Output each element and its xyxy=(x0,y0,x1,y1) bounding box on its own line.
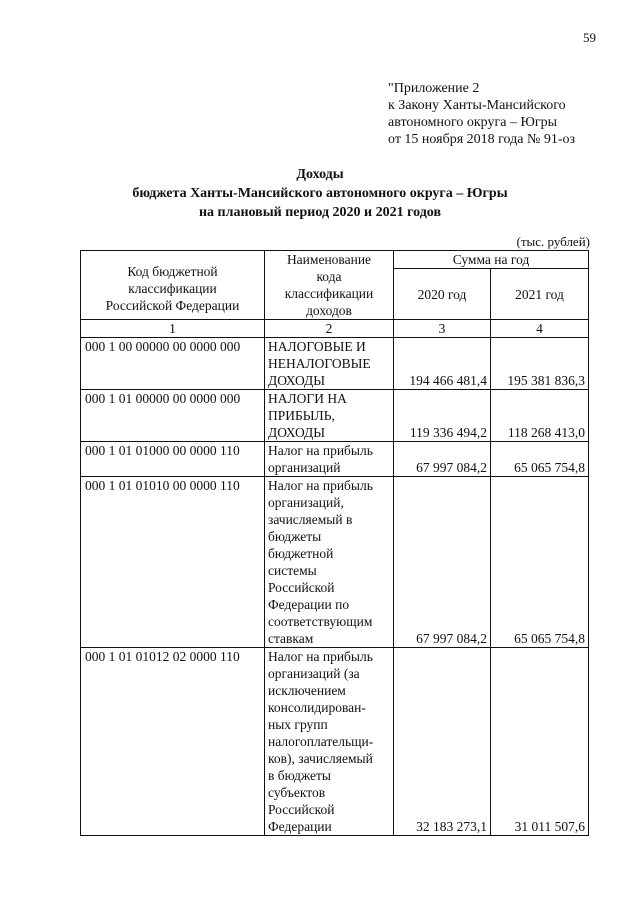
row-name-line: бюджеты xyxy=(268,529,322,544)
table-row xyxy=(81,390,589,442)
appendix-line: к Закону Ханты-Мансийского xyxy=(388,98,566,113)
table-row xyxy=(81,648,589,836)
row-name-line: НАЛОГОВЫЕ И xyxy=(268,339,366,354)
row-value-2021: 195 381 836,3 xyxy=(491,338,589,390)
appendix-line: "Приложение 2 xyxy=(388,81,480,96)
title-line: на плановый период 2020 и 2021 годов xyxy=(198,205,442,220)
row-name-line: консолидирован- xyxy=(268,700,366,715)
header-name xyxy=(265,251,394,320)
header-code-line: Код бюджетной xyxy=(127,263,218,279)
row-value-2020: 119 336 494,2 xyxy=(394,390,491,442)
row-name-line: бюджетной xyxy=(268,546,334,561)
row-name-line: Федерации по xyxy=(268,597,350,612)
row-name-line: НАЛОГИ НА xyxy=(268,391,347,406)
row-name-line: ДОХОДЫ xyxy=(268,425,326,440)
table-body xyxy=(81,338,589,836)
row-name-line: в бюджеты xyxy=(268,768,331,783)
table-row xyxy=(81,442,589,477)
table-header-row xyxy=(81,251,589,269)
units-label: (тыс. рублей) xyxy=(516,234,590,249)
header-code-line: Российской Федерации xyxy=(105,297,240,313)
row-name xyxy=(265,648,394,836)
row-value-2021: 65 065 754,8 xyxy=(491,477,589,648)
header-name-line: классификации xyxy=(284,286,374,301)
row-code: 000 1 00 00000 00 0000 000 xyxy=(81,338,265,390)
revenue-table xyxy=(80,250,589,836)
row-name-line: организаций (за xyxy=(268,666,360,681)
row-value-2021: 118 268 413,0 xyxy=(491,390,589,442)
appendix-line: автономного округа – Югры xyxy=(388,115,557,130)
header-year-2021: 2021 год xyxy=(491,269,589,320)
row-name-line: Налог на прибыль xyxy=(268,478,373,493)
header-sum: Сумма на год xyxy=(394,251,589,269)
document-title xyxy=(0,165,640,222)
row-name-line: соответствующим xyxy=(268,614,373,629)
row-name-line: ДОХОДЫ xyxy=(268,373,326,388)
page-number: 59 xyxy=(583,30,596,45)
column-number-row xyxy=(81,320,589,338)
row-code: 000 1 01 01012 02 0000 110 xyxy=(81,648,265,836)
row-value-2020: 194 466 481,4 xyxy=(394,338,491,390)
column-number: 3 xyxy=(394,320,491,338)
row-name-line: налогоплательщи- xyxy=(268,734,374,749)
row-name-line: Российской xyxy=(268,580,335,595)
row-name-line: субъектов xyxy=(268,785,326,800)
row-value-2021: 65 065 754,8 xyxy=(491,442,589,477)
row-name-line: исключением xyxy=(268,683,346,698)
row-value-2021: 31 011 507,6 xyxy=(491,648,589,836)
header-year-2020: 2020 год xyxy=(394,269,491,320)
header-name-line: кода xyxy=(316,269,342,284)
table-row xyxy=(81,477,589,648)
row-name-line: ных групп xyxy=(268,717,328,732)
row-name-line: ков), зачисляемый xyxy=(268,751,373,766)
row-code: 000 1 01 01000 00 0000 110 xyxy=(81,442,265,477)
row-value-2020: 67 997 084,2 xyxy=(394,442,491,477)
table-row xyxy=(81,338,589,390)
row-name-line: ПРИБЫЛЬ, xyxy=(268,408,335,423)
appendix-note xyxy=(388,80,575,148)
header-code-line: классификации xyxy=(128,280,217,296)
title-line: бюджета Ханты-Мансийского автономного округа – Югры xyxy=(132,186,508,201)
title-line: Доходы xyxy=(296,167,344,182)
appendix-line: от 15 ноября 2018 года № 91-оз xyxy=(388,132,576,147)
row-value-2020: 67 997 084,2 xyxy=(394,477,491,648)
row-name-line: зачисляемый в xyxy=(268,512,353,527)
row-name xyxy=(265,442,394,477)
row-value-2020: 32 183 273,1 xyxy=(394,648,491,836)
row-name xyxy=(265,338,394,390)
row-name-line: Налог на прибыль xyxy=(268,649,373,664)
row-name-line: Российской xyxy=(268,802,335,817)
row-name-line: системы xyxy=(268,563,317,578)
column-number: 1 xyxy=(81,320,265,338)
column-number: 2 xyxy=(265,320,394,338)
header-name-line: Наименование xyxy=(286,252,372,267)
row-code: 000 1 01 00000 00 0000 000 xyxy=(81,390,265,442)
row-name-line: Федерации xyxy=(268,819,332,834)
row-name-line: организаций, xyxy=(268,495,344,510)
row-name-line: НЕНАЛОГОВЫЕ xyxy=(268,356,371,371)
row-name-line: Налог на прибыль xyxy=(268,443,373,458)
row-name xyxy=(265,390,394,442)
header-name-line: доходов xyxy=(306,303,352,318)
row-code: 000 1 01 01010 00 0000 110 xyxy=(81,477,265,648)
row-name-line: ставкам xyxy=(268,631,314,646)
row-name xyxy=(265,477,394,648)
row-name-line: организаций xyxy=(268,460,341,475)
header-code xyxy=(81,251,265,320)
column-number: 4 xyxy=(491,320,589,338)
